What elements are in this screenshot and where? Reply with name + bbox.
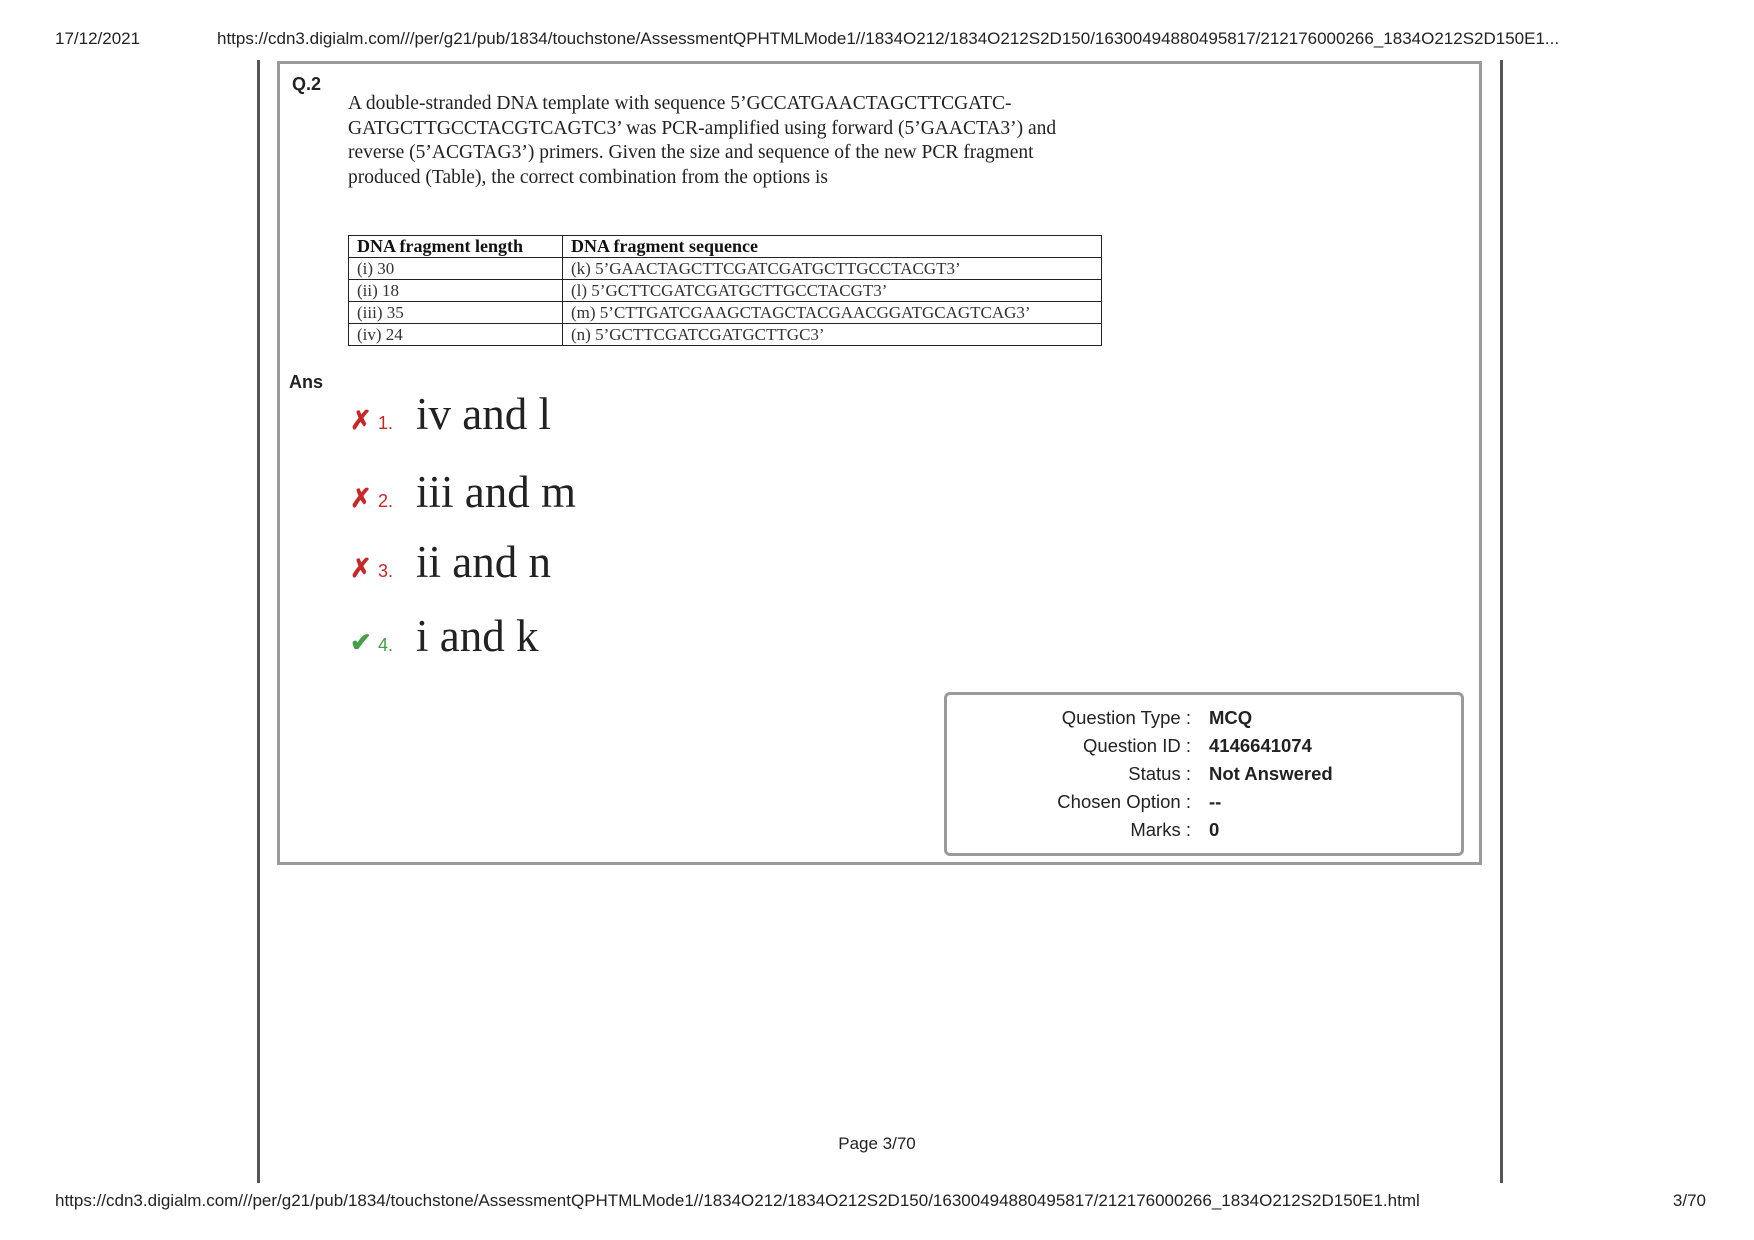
footer-url: https://cdn3.digialm.com///per/g21/pub/1834/touchstone/AssessmentQPHTMLMode1//1834O212/1834O212S2D150/16300494880495817/212176000266_1834O212S2D150E1.html xyxy=(55,1191,1420,1210)
option-number: 2. xyxy=(378,491,394,511)
check-icon: ✔ xyxy=(350,627,372,657)
question-number: Q.2 xyxy=(292,74,322,94)
info-label: Marks : xyxy=(1130,819,1191,840)
dna-fragment-table xyxy=(348,235,1102,346)
option-text: iii and m xyxy=(416,467,576,517)
info-label: Question ID : xyxy=(1083,735,1191,756)
info-row-question-id xyxy=(947,735,1461,763)
question-id-value: 4146641074 xyxy=(1209,735,1312,756)
table-row xyxy=(349,280,1102,302)
info-label: Question Type : xyxy=(1061,707,1191,728)
status-value: Not Answered xyxy=(1209,763,1333,784)
question-info-box xyxy=(944,692,1464,856)
table-cell-sequence: (k) 5’GAACTAGCTTCGATCGATGCTTGCCTACGT3’ xyxy=(563,258,1102,280)
table-header-row xyxy=(349,236,1102,258)
answer-option-4 xyxy=(350,610,538,662)
page-number: Page 3/70 xyxy=(838,1134,916,1153)
table-cell-length: (i) 30 xyxy=(349,258,563,280)
info-row-status xyxy=(947,763,1461,791)
right-page-border xyxy=(1500,60,1503,1183)
info-label: Status : xyxy=(1128,763,1191,784)
info-label: Chosen Option : xyxy=(1057,791,1191,812)
option-text: ii and n xyxy=(416,537,551,587)
table-row xyxy=(349,258,1102,280)
footer-page-count: 3/70 xyxy=(1672,1191,1706,1210)
answer-option-2 xyxy=(350,466,576,518)
option-text: i and k xyxy=(416,611,539,661)
cross-icon: ✗ xyxy=(350,483,372,513)
table-cell-sequence: (n) 5’GCTTCGATCGATGCTTGC3’ xyxy=(563,324,1102,346)
marks-value: 0 xyxy=(1209,819,1220,840)
question-type-value: MCQ xyxy=(1209,707,1253,728)
info-row-marks xyxy=(947,819,1461,847)
header-date: 17/12/2021 xyxy=(55,29,141,48)
info-row-question-type xyxy=(947,707,1461,735)
option-text: iv and l xyxy=(416,389,551,439)
table-cell-sequence: (m) 5’CTTGATCGAAGCTAGCTACGAACGGATGCAGTCAG3’ xyxy=(563,302,1102,324)
cross-icon: ✗ xyxy=(350,405,372,435)
left-page-border xyxy=(257,60,260,1183)
table-cell-length: (iv) 24 xyxy=(349,324,563,346)
question-text: A double-stranded DNA template with sequence 5’GCCATGAACTAGCTTCGATC-GATGCTTGCCTACGTCAGTC3’ was PCR-amplified using forward (5’GAACTA3’) and reverse (5’ACGTAG3’) primers. Given the size and sequence of the new PCR fragment produced (Table), the correct combination from the options is xyxy=(348,93,1057,188)
answer-option-3 xyxy=(350,536,551,588)
info-row-chosen-option xyxy=(947,791,1461,819)
table-header-length: DNA fragment length xyxy=(349,236,563,258)
answer-label: Ans xyxy=(289,372,324,392)
table-cell-length: (iii) 35 xyxy=(349,302,563,324)
table-cell-length: (ii) 18 xyxy=(349,280,563,302)
chosen-option-value: -- xyxy=(1209,791,1222,812)
header-url: https://cdn3.digialm.com///per/g21/pub/1834/touchstone/AssessmentQPHTMLMode1//1834O212/1834O212S2D150/16300494880495817/212176000266_1834O212S2D150E1... xyxy=(217,29,1560,48)
answer-option-1 xyxy=(350,388,551,440)
table-header-sequence: DNA fragment sequence xyxy=(563,236,1102,258)
table-row xyxy=(349,302,1102,324)
option-number: 3. xyxy=(378,561,394,581)
cross-icon: ✗ xyxy=(350,553,372,583)
option-number: 4. xyxy=(378,635,394,655)
option-number: 1. xyxy=(378,413,394,433)
table-cell-sequence: (l) 5’GCTTCGATCGATGCTTGCCTACGT3’ xyxy=(563,280,1102,302)
table-row xyxy=(349,324,1102,346)
